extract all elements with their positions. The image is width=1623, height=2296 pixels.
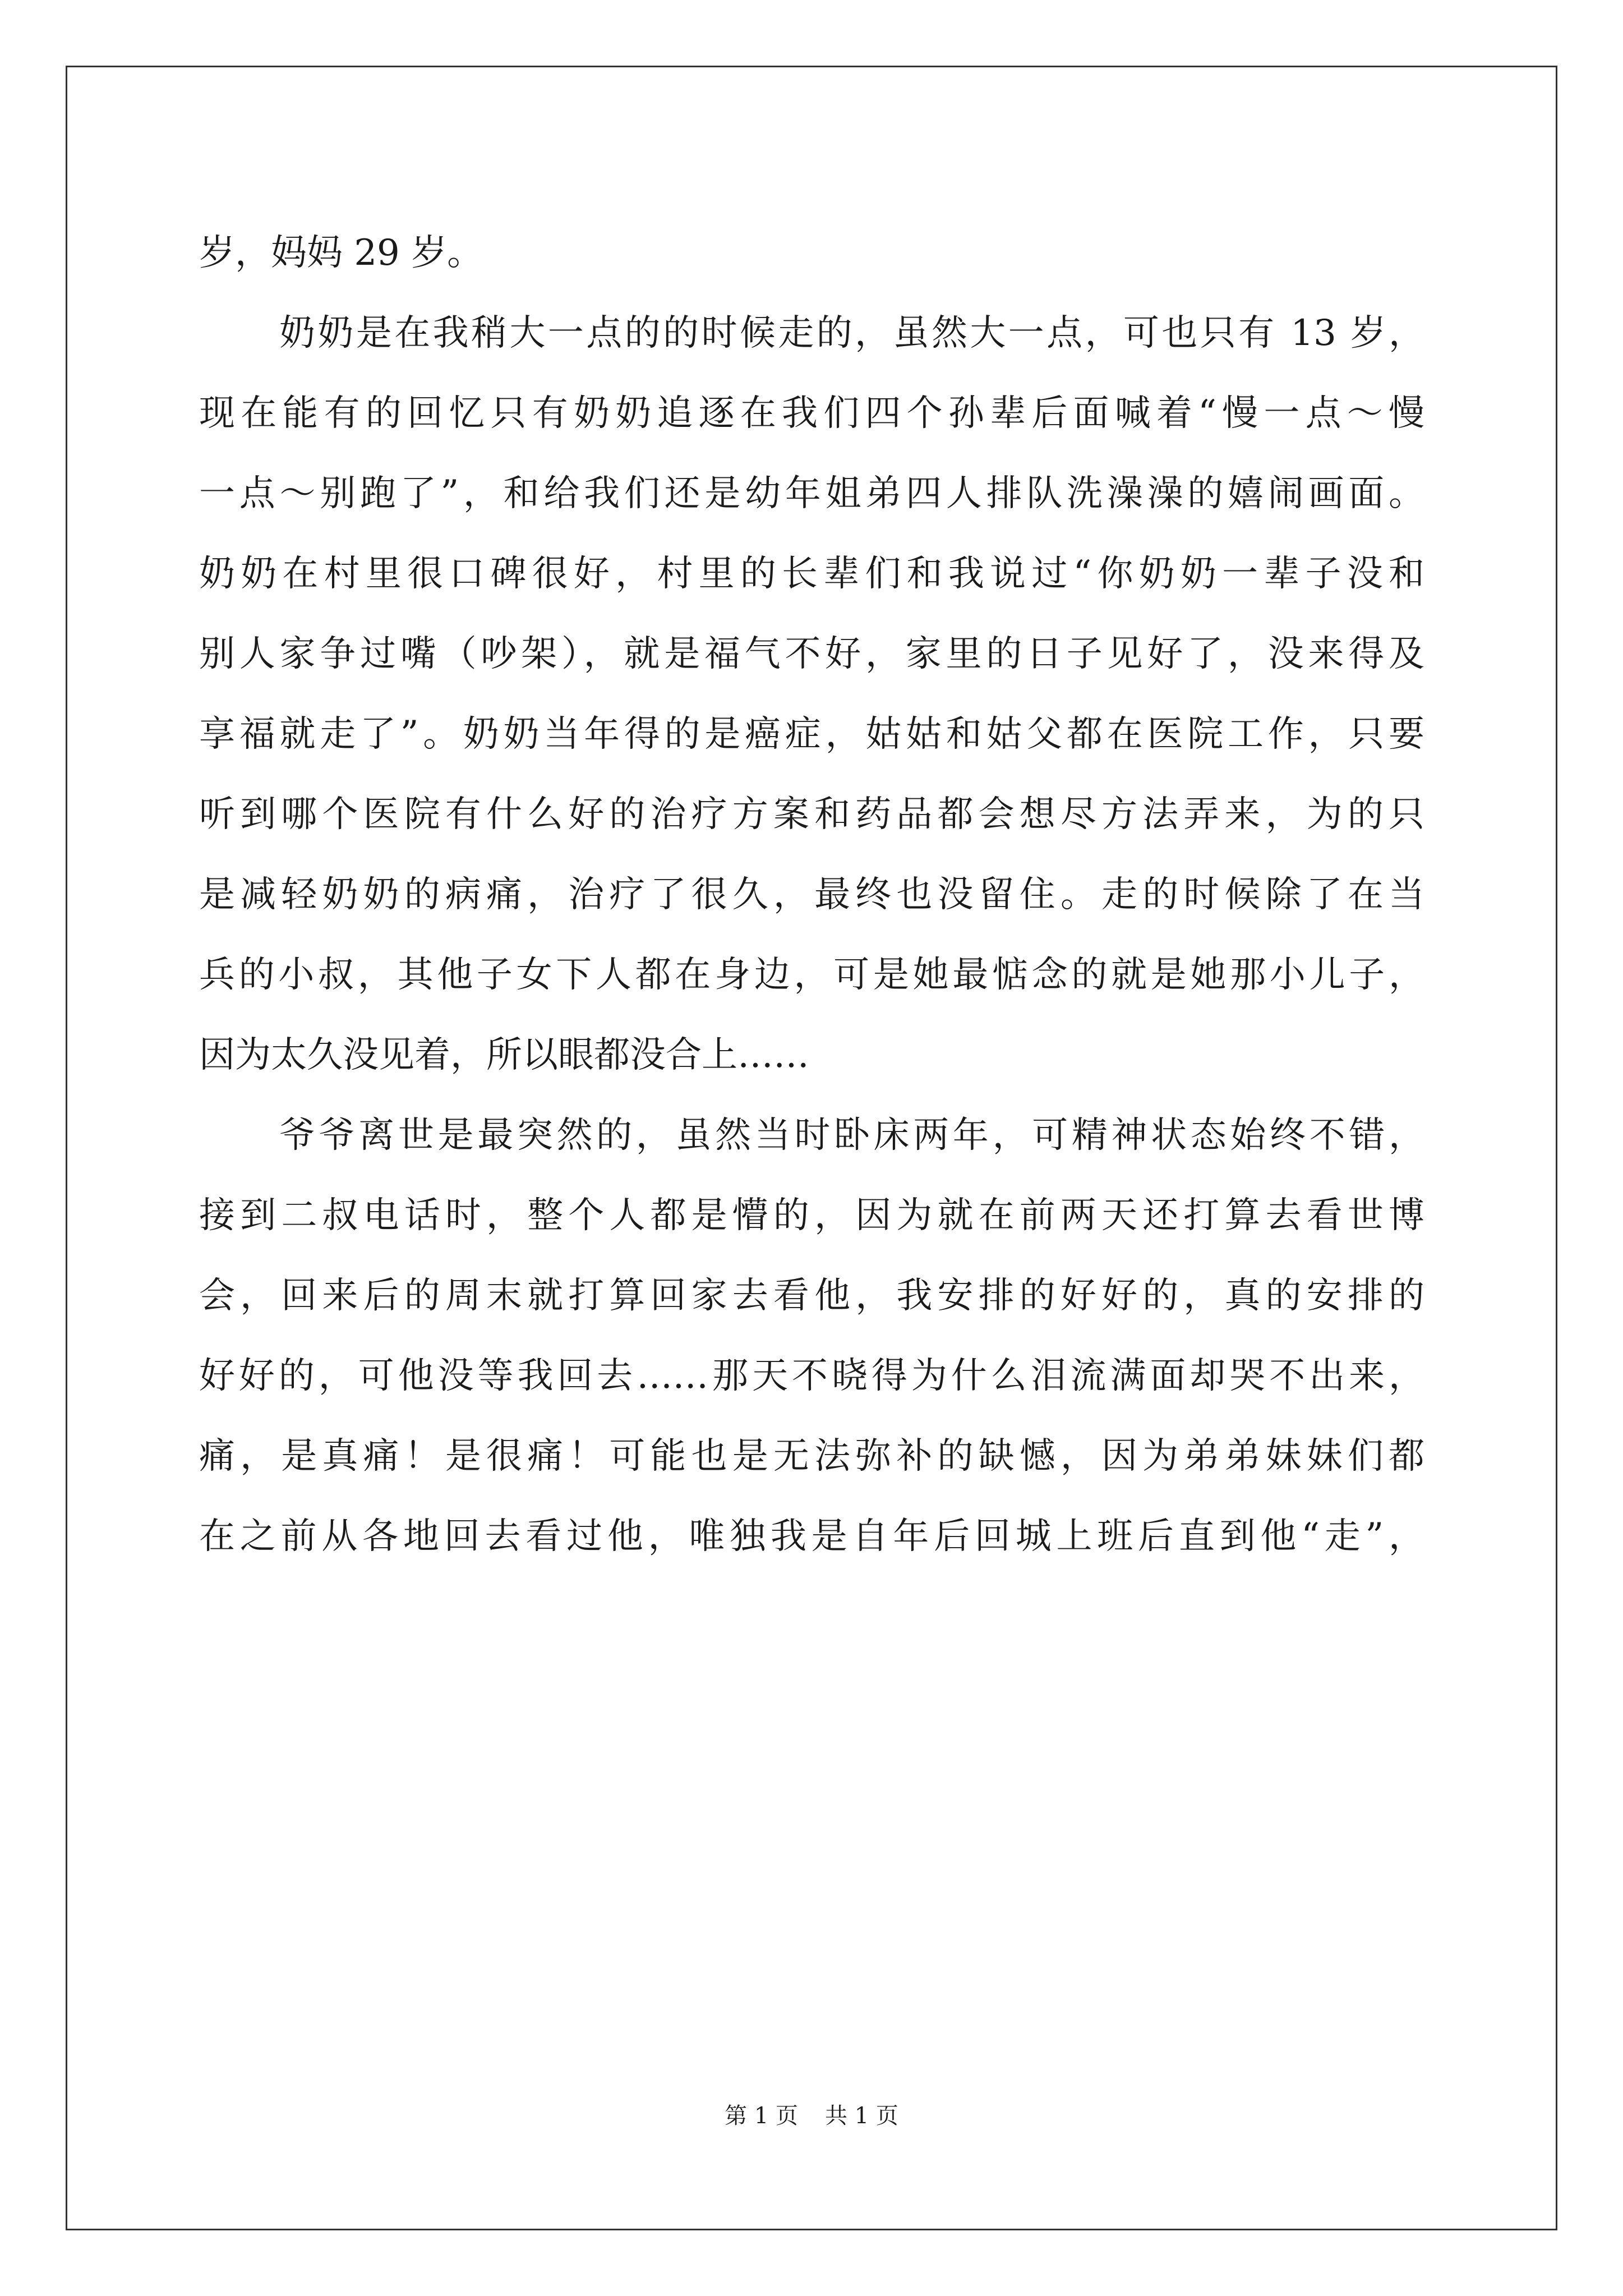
text-line: 奶奶在村里很口碑很好，村里的长辈们和我说过“你奶奶一辈子没和	[199, 553, 1424, 595]
text-line: 现在能有的回忆只有奶奶追逐在我们四个孙辈后面喊着“慢一点～慢	[199, 393, 1424, 434]
document-body	[199, 213, 1424, 1577]
text-line: 好好的，可他没等我回去……那天不晓得为什么泪流满面却哭不出来，	[199, 1355, 1424, 1397]
text-line: 岁，妈妈 29 岁。	[199, 232, 483, 274]
text-line: 兵的小叔，其他子女下人都在身边，可是她最惦念的就是她那小儿子，	[199, 954, 1424, 996]
text-line: 接到二叔电话时，整个人都是懵的，因为就在前两天还打算去看世博	[199, 1195, 1424, 1236]
page-total: 共 1 页	[825, 2103, 898, 2129]
text-line: 是减轻奶奶的病痛，治疗了很久，最终也没留住。走的时候除了在当	[199, 874, 1424, 915]
text-line: 一点～别跑了”，和给我们还是幼年姐弟四人排队洗澡澡的嬉闹画面。	[199, 473, 1424, 514]
text-line: 爷爷离世是最突然的，虽然当时卧床两年，可精神状态始终不错，	[279, 1115, 1424, 1156]
text-line: 在之前从各地回去看过他，唯独我是自年后回城上班后直到他“走”，	[199, 1516, 1424, 1557]
page-footer	[0, 2098, 1623, 2130]
page-number: 第 1 页	[725, 2103, 798, 2129]
text-line: 会，回来后的周末就打算回家去看他，我安排的好好的，真的安排的	[199, 1275, 1424, 1317]
text-line: 痛，是真痛！是很痛！可能也是无法弥补的缺憾，因为弟弟妹妹们都	[199, 1435, 1424, 1477]
text-line: 奶奶是在我稍大一点的的时候走的，虽然大一点，可也只有 13 岁，	[279, 312, 1424, 354]
text-line: 享福就走了”。奶奶当年得的是癌症，姑姑和姑父都在医院工作，只要	[199, 714, 1424, 755]
text-line: 听到哪个医院有什么好的治疗方案和药品都会想尽方法弄来，为的只	[199, 794, 1424, 835]
text-line: 别人家争过嘴（吵架），就是福气不好，家里的日子见好了，没来得及	[199, 633, 1424, 675]
text-line: 因为太久没见着，所以眼都没合上……	[199, 1034, 809, 1076]
